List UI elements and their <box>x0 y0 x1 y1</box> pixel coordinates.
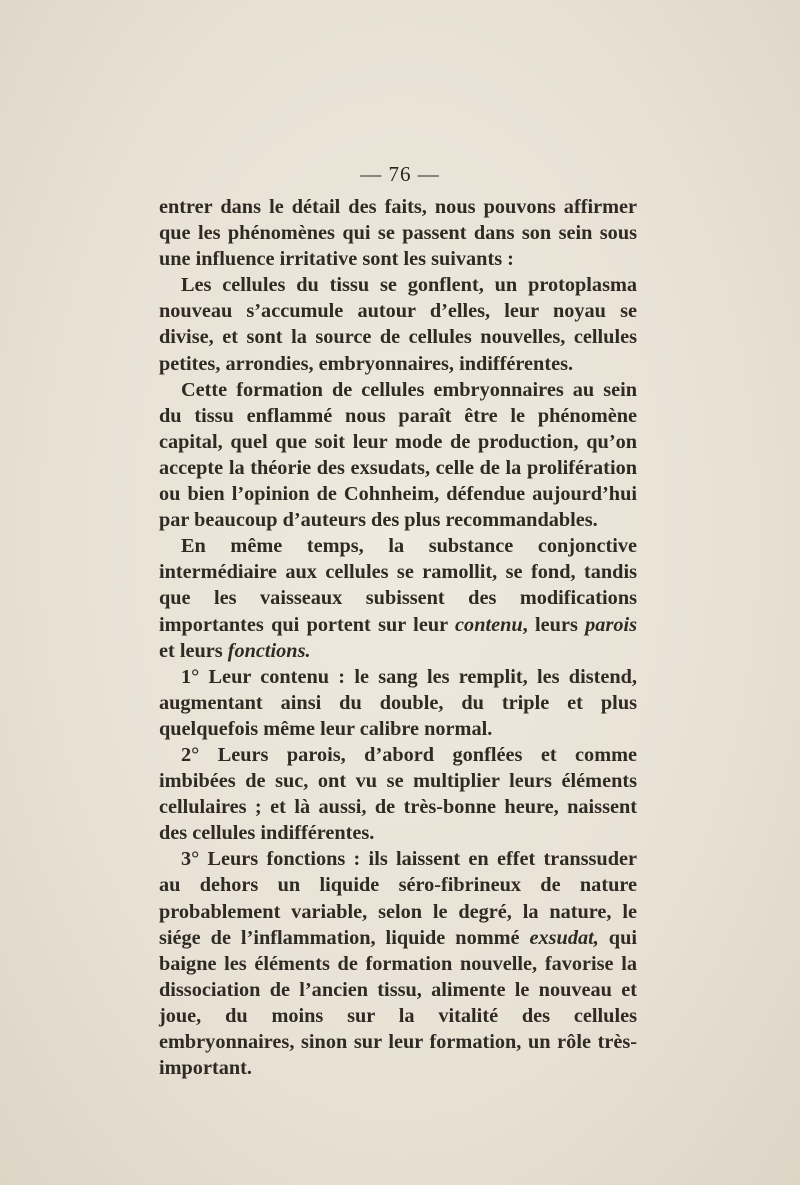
paragraph-text: 2° Leurs parois, d’abord gonflées et comme imbibées de suc, ont vu se multiplier leurs éléments cellulaires ; et là aussi, de très-bonne heure, naissent des cellules indifférentes. <box>159 743 637 845</box>
paragraph-text: En même temps, la substance conjonctive intermédiaire aux cellules se ramollit, se fond, tandis que les vaisseaux subissent des modifications importantes qui portent sur leur <box>159 535 637 636</box>
italic-text: contenu <box>455 613 523 636</box>
paragraph-text: entrer dans le détail des faits, nous pouvons affirmer que les phénomènes qui se passent dans son sein sous une influence irritative sont les suivants : <box>159 196 637 271</box>
paragraph-text: 3° Leurs fonctions : ils laissent en effet transsuder au dehors un liquide séro-fibrineux de nature probablement variable, selon le degré, la nature, le siége de l’inflammation, liquide nommé <box>159 848 637 949</box>
paragraph-text: et leurs <box>159 639 228 662</box>
body-text <box>159 194 637 1081</box>
paragraph-text: , leurs <box>522 613 586 636</box>
paragraph <box>159 194 637 272</box>
paragraph <box>159 272 637 376</box>
italic-text: fonctions. <box>227 639 311 662</box>
paragraph <box>159 533 637 663</box>
paragraph <box>159 377 637 534</box>
page-number: — 76 — <box>360 162 440 186</box>
paragraph-text: qui baigne les éléments de formation nouvelle, favorise la dissociation de l’ancien tissu, alimente le nouveau et joue, du moins sur la vitalité des cellules embryonnaires, sinon sur leur formation, un rôle très-important. <box>159 926 637 1080</box>
paragraph <box>159 664 637 742</box>
paragraph <box>159 846 637 1081</box>
paragraph-text: 1° Leur contenu : le sang les remplit, les distend, augmentant ainsi du double, du triple et plus quelquefois même leur calibre normal. <box>159 665 637 740</box>
italic-text: parois <box>585 613 637 636</box>
italic-text: exsudat, <box>529 926 599 949</box>
paragraph-text: Cette formation de cellules embryonnaires au sein du tissu enflammé nous paraît être le phénomène capital, quel que soit leur mode de production, qu’on accepte la théorie des exsudats, celle de la prolifération ou bien l’opinion de Cohnheim, défendue aujourd’hui par beaucoup d’auteurs des plus recommandables. <box>159 378 637 532</box>
paragraph-text: Les cellules du tissu se gonflent, un protoplasma nouveau s’accumule autour d’elles, leur noyau se divise, et sont la source de cellules nouvelles, cellules petites, arrondies, embryonnaires, indifférentes. <box>159 274 637 375</box>
paragraph <box>159 742 637 846</box>
